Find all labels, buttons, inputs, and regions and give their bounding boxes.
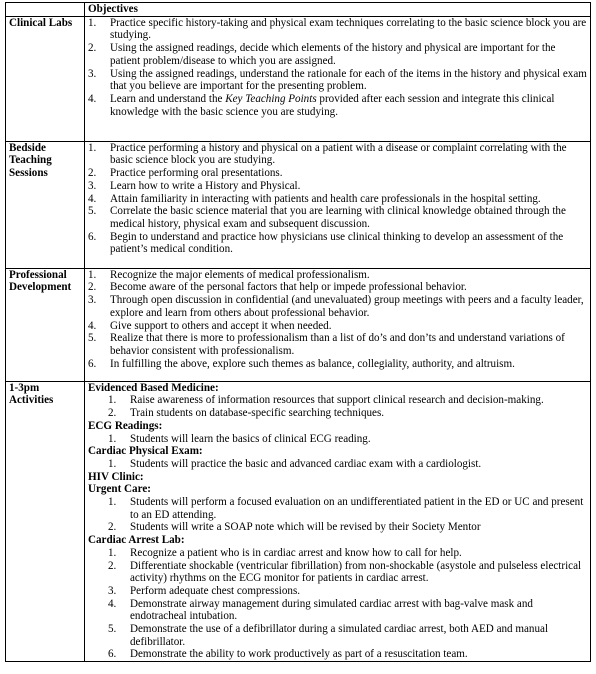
- item-text: Raise awareness of information resources that support clinical research and decision-making.: [130, 394, 544, 407]
- item-text: Differentiate shockable (ventricular fibrillation) from non-shockable (asystole and pulseless electrical activity) rhythms on the ECG monitor for patients in cardiac arrest.: [130, 559, 582, 585]
- item-text: Practice specific history-taking and physical exam techniques correlating to the basic science block you are studying.: [110, 16, 587, 42]
- objective-item: [88, 294, 587, 319]
- row-objectives: [85, 141, 591, 268]
- activity-list: [88, 458, 587, 471]
- item-number: 3.: [108, 584, 117, 597]
- item-number: 2.: [108, 559, 117, 572]
- item-number: 3.: [88, 294, 97, 307]
- item-text: Demonstrate the ability to work productively as part of a resuscitation team.: [130, 648, 468, 661]
- item-number: 6.: [88, 230, 97, 243]
- objective-item: [88, 42, 587, 67]
- row-objectives: [85, 268, 591, 381]
- objective-item: [88, 231, 587, 256]
- row-label: Professional Development: [6, 268, 85, 381]
- activity-title: HIV Clinic:: [88, 470, 144, 483]
- item-number: 4.: [88, 319, 97, 332]
- objectives-table: [5, 2, 591, 662]
- header-blank-cell: [6, 3, 85, 17]
- activity-list: [88, 394, 587, 419]
- row-professional-development: [6, 268, 591, 381]
- item-number: 5.: [88, 332, 97, 345]
- objective-item: [88, 17, 587, 42]
- item-text: Practice performing oral presentations.: [110, 167, 283, 180]
- item-number: 1.: [88, 268, 97, 281]
- objective-item: [88, 521, 587, 534]
- item-text: Students will write a SOAP note which will be revised by their Society Mentor: [130, 521, 481, 534]
- item-text: Students will learn the basics of clinical ECG reading.: [130, 432, 371, 445]
- item-text: Perform adequate chest compressions.: [130, 584, 301, 597]
- objective-item: [88, 180, 587, 193]
- row-objectives: [85, 381, 591, 661]
- item-number: 2.: [108, 407, 117, 420]
- item-number: 4.: [88, 192, 97, 205]
- row-clinical-labs: [6, 16, 591, 141]
- objective-item: [88, 332, 587, 357]
- objective-item: [88, 547, 587, 560]
- objective-item: [88, 560, 587, 585]
- objective-item: [88, 407, 587, 420]
- item-number: 2.: [88, 167, 97, 180]
- item-text: Students will perform a focused evaluation on an undifferentiated patient in the ED or UC and present to an ED attending.: [130, 496, 584, 521]
- objective-item: [88, 458, 587, 471]
- item-number: 2.: [108, 521, 117, 534]
- objectives-document: [5, 2, 591, 662]
- item-text: Students will practice the basic and advanced cardiac exam with a cardiologist.: [130, 457, 482, 470]
- objective-item: [88, 648, 587, 661]
- item-text: Correlate the basic science material that you are learning with clinical knowledge obtained through the medical history, physical exam and subsequent discussion.: [110, 205, 566, 230]
- objective-item: [88, 394, 587, 407]
- objective-item: [88, 623, 587, 648]
- header-row: [6, 3, 591, 17]
- item-text: Attain familiarity in interacting with patients and health care professionals in the hospital setting.: [110, 192, 541, 205]
- objective-item: [88, 433, 587, 446]
- item-number: 2.: [88, 42, 97, 55]
- row-objectives: [85, 16, 591, 141]
- item-number: 1.: [108, 546, 117, 559]
- item-number: 4.: [88, 92, 97, 105]
- item-number: 1.: [88, 16, 97, 29]
- objectives-header: Objectives: [85, 3, 591, 17]
- objective-item: [88, 358, 587, 371]
- item-text: Using the assigned readings, understand the rationale for each of the items in the history and physical exam that you believe are important for the presenting problem.: [110, 67, 587, 93]
- row-bedside-teaching: [6, 141, 591, 268]
- item-number: 1.: [108, 394, 117, 407]
- item-text: Demonstrate the use of a defibrillator during a simulated cardiac arrest, both AED and manual defibrillator.: [130, 623, 549, 648]
- objective-item: [88, 142, 587, 167]
- objective-item: [88, 205, 587, 230]
- item-text: Recognize the major elements of medical professionalism.: [110, 268, 370, 281]
- activity-title: Cardiac Arrest Lab:: [88, 534, 185, 547]
- activity-list: [88, 547, 587, 661]
- item-text: Through open discussion in confidential (and unevaluated) group meetings with peers and a faculty leader, explore and learn from others about professional behavior.: [110, 294, 584, 319]
- item-text: Learn how to write a History and Physical.: [110, 179, 301, 192]
- objective-item: [88, 93, 587, 118]
- item-number: 1.: [108, 496, 117, 509]
- objective-item: [88, 585, 587, 598]
- objective-item: [88, 269, 587, 282]
- row-label: Bedside Teaching Sessions: [6, 141, 85, 268]
- objective-item: [88, 320, 587, 333]
- activity-title: Evidenced Based Medicine:: [88, 381, 219, 394]
- row-label: Clinical Labs: [6, 16, 85, 141]
- item-text: Give support to others and accept it when needed.: [110, 319, 332, 332]
- item-number: 1.: [88, 141, 97, 154]
- item-text: Learn and understand the Key Teaching Points provided after each session and integrate this clinical knowledge with the basic science you are studying.: [110, 92, 555, 118]
- row-label: 1-3pm Activities: [6, 381, 85, 661]
- objective-item: [88, 68, 587, 93]
- item-number: 6.: [88, 357, 97, 370]
- item-number: 1.: [108, 432, 117, 445]
- objective-item: [88, 193, 587, 206]
- activity-title: Cardiac Physical Exam:: [88, 445, 203, 458]
- item-text: Begin to understand and practice how physicians use clinical thinking to develop an assessment of the patient’s medical condition.: [110, 230, 564, 256]
- objective-item: [88, 496, 587, 521]
- item-number: 1.: [108, 457, 117, 470]
- objective-item: [88, 281, 587, 294]
- item-number: 5.: [108, 623, 117, 636]
- item-number: 3.: [88, 179, 97, 192]
- item-text: Recognize a patient who is in cardiac arrest and know how to call for help.: [130, 546, 462, 559]
- item-text: Become aware of the personal factors that help or impede professional behavior.: [110, 281, 467, 294]
- activity-list: [88, 433, 587, 446]
- activity-title: ECG Readings:: [88, 419, 163, 432]
- item-text: Using the assigned readings, decide which elements of the history and physical are important for the patient problem/disease to which you are assigned.: [110, 42, 556, 67]
- item-number: 2.: [88, 281, 97, 294]
- item-number: 4.: [108, 597, 117, 610]
- item-text: Realize that there is more to professionalism than a list of do’s and don’ts and understand variations of behavior consistent with professionalism.: [110, 332, 565, 357]
- objective-item: [88, 167, 587, 180]
- item-text: In fulfilling the above, explore such themes as balance, collegiality, authority, and altruism.: [110, 357, 515, 370]
- item-text: Demonstrate airway management during simulated cardiac arrest with bag-valve mask and endotracheal intubation.: [130, 597, 533, 623]
- item-number: 3.: [88, 67, 97, 80]
- activity-list: [88, 496, 587, 534]
- activity-title: Urgent Care:: [88, 483, 151, 496]
- row-activities: [6, 381, 591, 661]
- item-text: Practice performing a history and physical on a patient with a disease or complaint correlating with the basic science block you are studying.: [110, 141, 567, 167]
- item-number: 6.: [108, 648, 117, 661]
- objective-item: [88, 598, 587, 623]
- item-number: 5.: [88, 205, 97, 218]
- item-text: Train students on database-specific searching techniques.: [130, 407, 385, 420]
